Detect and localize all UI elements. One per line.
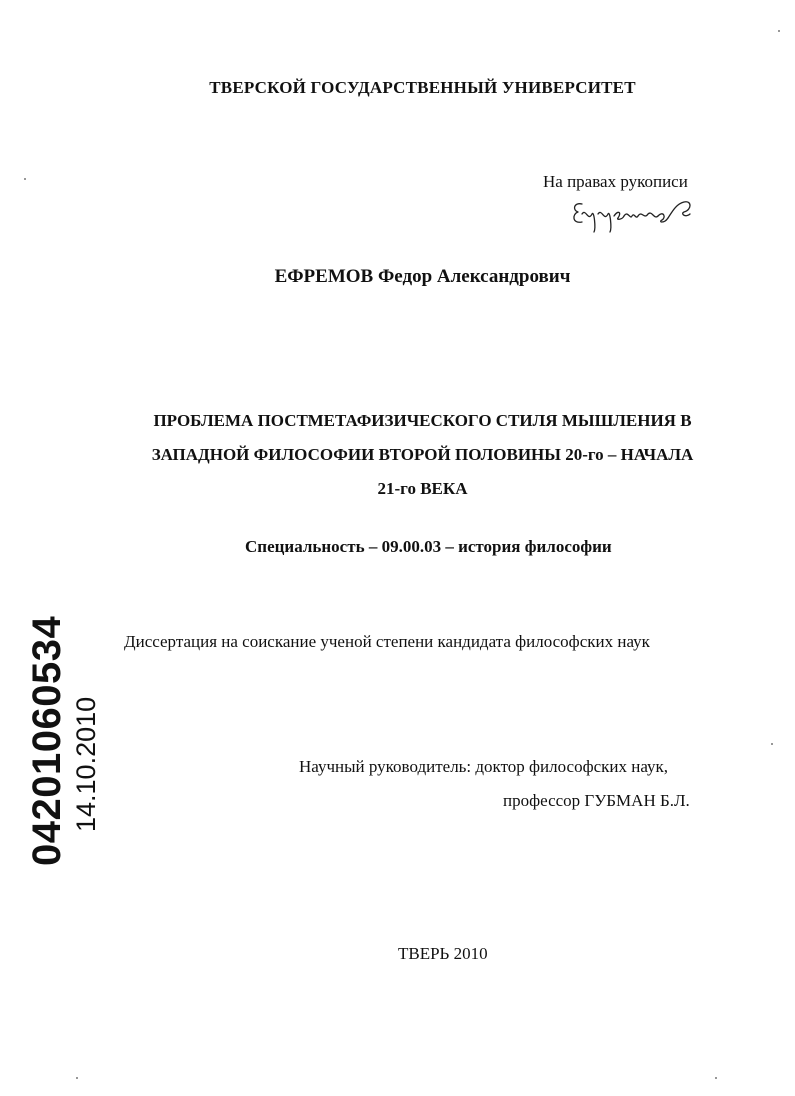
city-year: ТВЕРЬ 2010	[398, 944, 488, 963]
scan-speck	[771, 743, 773, 745]
title-line: ЗАПАДНОЙ ФИЛОСОФИИ ВТОРОЙ ПОЛОВИНЫ 20-го – НАЧАЛА	[151, 445, 694, 464]
dissertation-degree: Диссертация на соискание ученой степени кандидата философских наук	[124, 632, 650, 651]
supervisor-line-1: Научный руководитель: доктор философских наук,	[299, 757, 669, 776]
specialty: Специальность – 09.00.03 – история философии	[245, 537, 612, 556]
dissertation-title	[110, 404, 735, 506]
scan-speck	[715, 1077, 717, 1079]
supervisor-line-2: профессор ГУБМАН Б.Л.	[503, 791, 690, 810]
author-signature	[568, 192, 696, 236]
author-name: ЕФРЕМОВ Федор Александрович	[274, 266, 571, 287]
library-stamp-number: 04201060534	[25, 615, 69, 866]
rights-notice: На правах рукописи	[543, 172, 688, 191]
library-stamp-date: 14.10.2010	[71, 696, 101, 832]
university-name: ТВЕРСКОЙ ГОСУДАРСТВЕННЫЙ УНИВЕРСИТЕТ	[209, 78, 636, 97]
scan-speck	[778, 30, 780, 32]
scan-speck	[76, 1077, 78, 1079]
scan-speck	[24, 178, 26, 180]
title-line: 21-го ВЕКА	[377, 479, 468, 498]
title-line: ПРОБЛЕМА ПОСТМЕТАФИЗИЧЕСКОГО СТИЛЯ МЫШЛЕНИЯ В	[153, 411, 692, 430]
